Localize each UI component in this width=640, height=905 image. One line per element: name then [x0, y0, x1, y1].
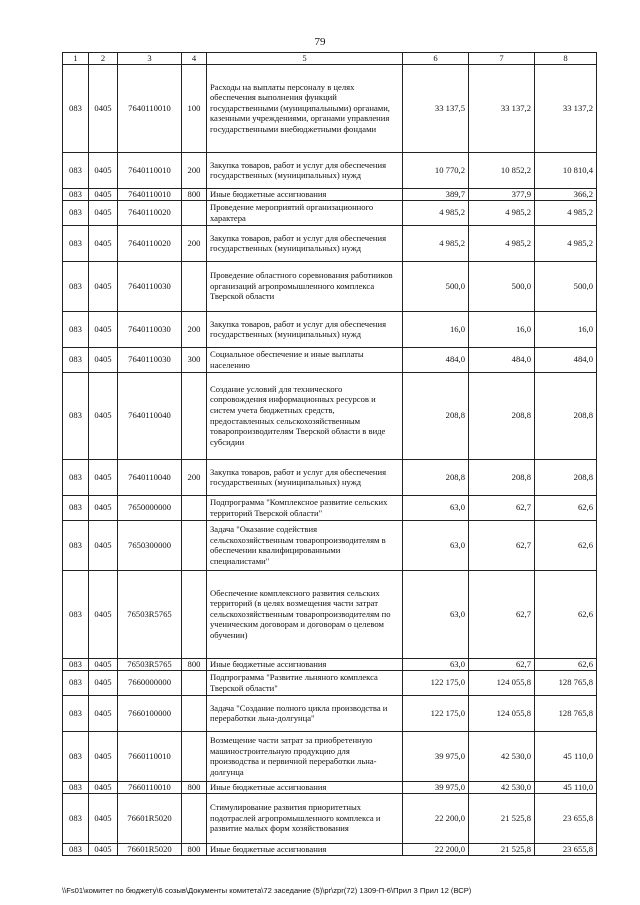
table-row: [63, 781, 597, 793]
amount-year3-cell: 23 655,8: [535, 843, 597, 855]
amount-year2-cell: 484,0: [469, 347, 535, 372]
section-code-cell: 0405: [89, 311, 118, 347]
amount-year3-cell: 10 810,4: [535, 152, 597, 188]
table-row: [63, 695, 597, 731]
target-code-cell: 76503R5765: [118, 570, 182, 658]
amount-year1-cell: 4 985,2: [403, 200, 469, 225]
amount-year3-cell: 4 985,2: [535, 200, 597, 225]
amount-year3-cell: 62,6: [535, 658, 597, 670]
expense-type-cell: 800: [182, 781, 207, 793]
target-code-cell: 7640110010: [118, 152, 182, 188]
target-code-cell: 76601R5020: [118, 793, 182, 843]
table-row: [63, 225, 597, 261]
table-row: [63, 372, 597, 459]
admin-code-cell: 083: [63, 658, 89, 670]
target-code-cell: 7660110010: [118, 781, 182, 793]
table-row: [63, 459, 597, 495]
amount-year3-cell: 16,0: [535, 311, 597, 347]
amount-year1-cell: 10 770,2: [403, 152, 469, 188]
amount-year3-cell: 128 765,8: [535, 670, 597, 695]
amount-year3-cell: 62,6: [535, 520, 597, 570]
target-code-cell: 7640110030: [118, 347, 182, 372]
description-cell: Создание условий для технического сопровождения информационных ресурсов и систем учета бюджетных средств, предоставленных сельскохозяйственным товаропроизводителям Тверской области в виде субсидии: [207, 372, 403, 459]
section-code-cell: 0405: [89, 261, 118, 311]
target-code-cell: 7650000000: [118, 495, 182, 520]
amount-year1-cell: 22 200,0: [403, 843, 469, 855]
description-cell: Иные бюджетные ассигнования: [207, 781, 403, 793]
amount-year1-cell: 33 137,5: [403, 64, 469, 152]
target-code-cell: 7640110040: [118, 372, 182, 459]
amount-year3-cell: 23 655,8: [535, 793, 597, 843]
amount-year2-cell: 208,8: [469, 372, 535, 459]
description-cell: Подпрограмма "Комплексное развитие сельских территорий Тверской области": [207, 495, 403, 520]
amount-year3-cell: 208,8: [535, 372, 597, 459]
amount-year1-cell: 208,8: [403, 372, 469, 459]
table-row: [63, 200, 597, 225]
footer-file-path: \\Fs01\комитет по бюджету\6 созыв\Документы комитета\72 заседание (5)\pr\zpr(72) 1309-П-6\Прил 3 Прил 12 (ВСР): [62, 886, 472, 895]
table-row: [63, 152, 597, 188]
section-code-cell: 0405: [89, 152, 118, 188]
column-header: 8: [535, 53, 597, 65]
amount-year1-cell: 39 975,0: [403, 731, 469, 781]
admin-code-cell: 083: [63, 793, 89, 843]
target-code-cell: 7660100000: [118, 695, 182, 731]
amount-year1-cell: 208,8: [403, 459, 469, 495]
description-cell: Проведение мероприятий организационного характера: [207, 200, 403, 225]
description-cell: Социальное обеспечение и иные выплаты населению: [207, 347, 403, 372]
target-code-cell: 7660000000: [118, 670, 182, 695]
target-code-cell: 7640110010: [118, 64, 182, 152]
amount-year2-cell: 10 852,2: [469, 152, 535, 188]
description-cell: Закупка товаров, работ и услуг для обеспечения государственных (муниципальных) нужд: [207, 311, 403, 347]
amount-year2-cell: 42 530,0: [469, 731, 535, 781]
expense-type-cell: [182, 670, 207, 695]
amount-year2-cell: 21 525,8: [469, 793, 535, 843]
amount-year2-cell: 208,8: [469, 459, 535, 495]
admin-code-cell: 083: [63, 225, 89, 261]
description-cell: Иные бюджетные ассигнования: [207, 188, 403, 200]
admin-code-cell: 083: [63, 520, 89, 570]
description-cell: Задача "Оказание содействия сельскохозяйственным товаропроизводителям в обеспечении квалифицированными специалистами": [207, 520, 403, 570]
section-code-cell: 0405: [89, 225, 118, 261]
description-cell: Иные бюджетные ассигнования: [207, 658, 403, 670]
section-code-cell: 0405: [89, 347, 118, 372]
amount-year2-cell: 124 055,8: [469, 695, 535, 731]
expense-type-cell: 800: [182, 843, 207, 855]
amount-year1-cell: 4 985,2: [403, 225, 469, 261]
column-header: 3: [118, 53, 182, 65]
amount-year1-cell: 63,0: [403, 658, 469, 670]
expense-type-cell: [182, 520, 207, 570]
amount-year3-cell: 62,6: [535, 495, 597, 520]
section-code-cell: 0405: [89, 188, 118, 200]
admin-code-cell: 083: [63, 311, 89, 347]
section-code-cell: 0405: [89, 670, 118, 695]
amount-year1-cell: 39 975,0: [403, 781, 469, 793]
admin-code-cell: 083: [63, 781, 89, 793]
section-code-cell: 0405: [89, 520, 118, 570]
description-cell: Задача "Создание полного цикла производства и переработки льна-долгунца": [207, 695, 403, 731]
amount-year2-cell: 62,7: [469, 570, 535, 658]
amount-year2-cell: 62,7: [469, 658, 535, 670]
column-header: 5: [207, 53, 403, 65]
table-row: [63, 311, 597, 347]
expense-type-cell: [182, 372, 207, 459]
amount-year3-cell: 45 110,0: [535, 731, 597, 781]
amount-year1-cell: 389,7: [403, 188, 469, 200]
target-code-cell: 7640110010: [118, 188, 182, 200]
expense-type-cell: [182, 570, 207, 658]
amount-year3-cell: 208,8: [535, 459, 597, 495]
admin-code-cell: 083: [63, 152, 89, 188]
column-header: 1: [63, 53, 89, 65]
expense-type-cell: [182, 261, 207, 311]
section-code-cell: 0405: [89, 731, 118, 781]
table-row: [63, 261, 597, 311]
expense-type-cell: [182, 695, 207, 731]
amount-year1-cell: 63,0: [403, 520, 469, 570]
target-code-cell: 7640110030: [118, 311, 182, 347]
admin-code-cell: 083: [63, 459, 89, 495]
target-code-cell: 7660110010: [118, 731, 182, 781]
amount-year2-cell: 124 055,8: [469, 670, 535, 695]
expense-type-cell: 200: [182, 225, 207, 261]
admin-code-cell: 083: [63, 570, 89, 658]
table-row: [63, 64, 597, 152]
amount-year1-cell: 484,0: [403, 347, 469, 372]
description-cell: Подпрограмма "Развитие льняного комплекса Тверской области": [207, 670, 403, 695]
amount-year3-cell: 128 765,8: [535, 695, 597, 731]
expense-type-cell: [182, 495, 207, 520]
expense-type-cell: 200: [182, 152, 207, 188]
section-code-cell: 0405: [89, 843, 118, 855]
description-cell: Расходы на выплаты персоналу в целях обеспечения выполнения функций государственными (муниципальными) органами, казенными учреждениями, органами управления государственными внебюджетными фондами: [207, 64, 403, 152]
section-code-cell: 0405: [89, 495, 118, 520]
amount-year2-cell: 21 525,8: [469, 843, 535, 855]
target-code-cell: 7640110030: [118, 261, 182, 311]
amount-year2-cell: 500,0: [469, 261, 535, 311]
section-code-cell: 0405: [89, 781, 118, 793]
table-row: [63, 843, 597, 855]
column-number-header-row: [63, 53, 597, 65]
description-cell: Закупка товаров, работ и услуг для обеспечения государственных (муниципальных) нужд: [207, 152, 403, 188]
amount-year2-cell: 62,7: [469, 520, 535, 570]
amount-year2-cell: 42 530,0: [469, 781, 535, 793]
amount-year2-cell: 16,0: [469, 311, 535, 347]
admin-code-cell: 083: [63, 64, 89, 152]
table-row: [63, 347, 597, 372]
column-header: 6: [403, 53, 469, 65]
admin-code-cell: 083: [63, 188, 89, 200]
amount-year3-cell: 484,0: [535, 347, 597, 372]
target-code-cell: 7650300000: [118, 520, 182, 570]
section-code-cell: 0405: [89, 459, 118, 495]
target-code-cell: 76503R5765: [118, 658, 182, 670]
admin-code-cell: 083: [63, 347, 89, 372]
expense-type-cell: 800: [182, 188, 207, 200]
amount-year1-cell: 22 200,0: [403, 793, 469, 843]
column-header: 2: [89, 53, 118, 65]
description-cell: Иные бюджетные ассигнования: [207, 843, 403, 855]
expense-type-cell: [182, 200, 207, 225]
expense-type-cell: 100: [182, 64, 207, 152]
section-code-cell: 0405: [89, 793, 118, 843]
table-row: [63, 188, 597, 200]
section-code-cell: 0405: [89, 658, 118, 670]
table-row: [63, 495, 597, 520]
amount-year3-cell: 45 110,0: [535, 781, 597, 793]
table-row: [63, 658, 597, 670]
table-row: [63, 570, 597, 658]
amount-year2-cell: 33 137,2: [469, 64, 535, 152]
expense-type-cell: 200: [182, 459, 207, 495]
amount-year3-cell: 366,2: [535, 188, 597, 200]
amount-year3-cell: 4 985,2: [535, 225, 597, 261]
expense-type-cell: [182, 731, 207, 781]
amount-year1-cell: 122 175,0: [403, 695, 469, 731]
section-code-cell: 0405: [89, 200, 118, 225]
amount-year1-cell: 63,0: [403, 495, 469, 520]
admin-code-cell: 083: [63, 843, 89, 855]
target-code-cell: 7640110020: [118, 200, 182, 225]
admin-code-cell: 083: [63, 670, 89, 695]
amount-year3-cell: 33 137,2: [535, 64, 597, 152]
column-header: 7: [469, 53, 535, 65]
expense-type-cell: 300: [182, 347, 207, 372]
description-cell: Закупка товаров, работ и услуг для обеспечения государственных (муниципальных) нужд: [207, 225, 403, 261]
page-number: 79: [314, 36, 326, 48]
target-code-cell: 76601R5020: [118, 843, 182, 855]
section-code-cell: 0405: [89, 570, 118, 658]
amount-year1-cell: 63,0: [403, 570, 469, 658]
description-cell: Возмещение части затрат за приобретенную машиностроительную продукцию для производства и первичной переработки льна-долгунца: [207, 731, 403, 781]
description-cell: Обеспечение комплексного развития сельских территорий (в целях возмещения части затрат сельскохозяйственным товаропроизводителям по ученическим договорам и договорам о целевом обучении): [207, 570, 403, 658]
amount-year2-cell: 4 985,2: [469, 200, 535, 225]
amount-year2-cell: 62,7: [469, 495, 535, 520]
target-code-cell: 7640110040: [118, 459, 182, 495]
target-code-cell: 7640110020: [118, 225, 182, 261]
amount-year3-cell: 500,0: [535, 261, 597, 311]
budget-table: [62, 52, 597, 856]
table-row: [63, 520, 597, 570]
amount-year1-cell: 16,0: [403, 311, 469, 347]
table-row: [63, 670, 597, 695]
section-code-cell: 0405: [89, 64, 118, 152]
amount-year1-cell: 500,0: [403, 261, 469, 311]
column-header: 4: [182, 53, 207, 65]
expense-type-cell: [182, 793, 207, 843]
section-code-cell: 0405: [89, 695, 118, 731]
section-code-cell: 0405: [89, 372, 118, 459]
admin-code-cell: 083: [63, 695, 89, 731]
table-row: [63, 793, 597, 843]
amount-year3-cell: 62,6: [535, 570, 597, 658]
table-body: [63, 64, 597, 855]
admin-code-cell: 083: [63, 261, 89, 311]
description-cell: Стимулирование развития приоритетных подотраслей агропромышленного комплекса и развитие малых форм хозяйствования: [207, 793, 403, 843]
amount-year1-cell: 122 175,0: [403, 670, 469, 695]
admin-code-cell: 083: [63, 495, 89, 520]
admin-code-cell: 083: [63, 731, 89, 781]
admin-code-cell: 083: [63, 200, 89, 225]
table-row: [63, 731, 597, 781]
description-cell: Проведение областного соревнования работников организаций агропромышленного комплекса Тверской области: [207, 261, 403, 311]
expense-type-cell: 800: [182, 658, 207, 670]
admin-code-cell: 083: [63, 372, 89, 459]
amount-year2-cell: 4 985,2: [469, 225, 535, 261]
expense-type-cell: 200: [182, 311, 207, 347]
description-cell: Закупка товаров, работ и услуг для обеспечения государственных (муниципальных) нужд: [207, 459, 403, 495]
amount-year2-cell: 377,9: [469, 188, 535, 200]
